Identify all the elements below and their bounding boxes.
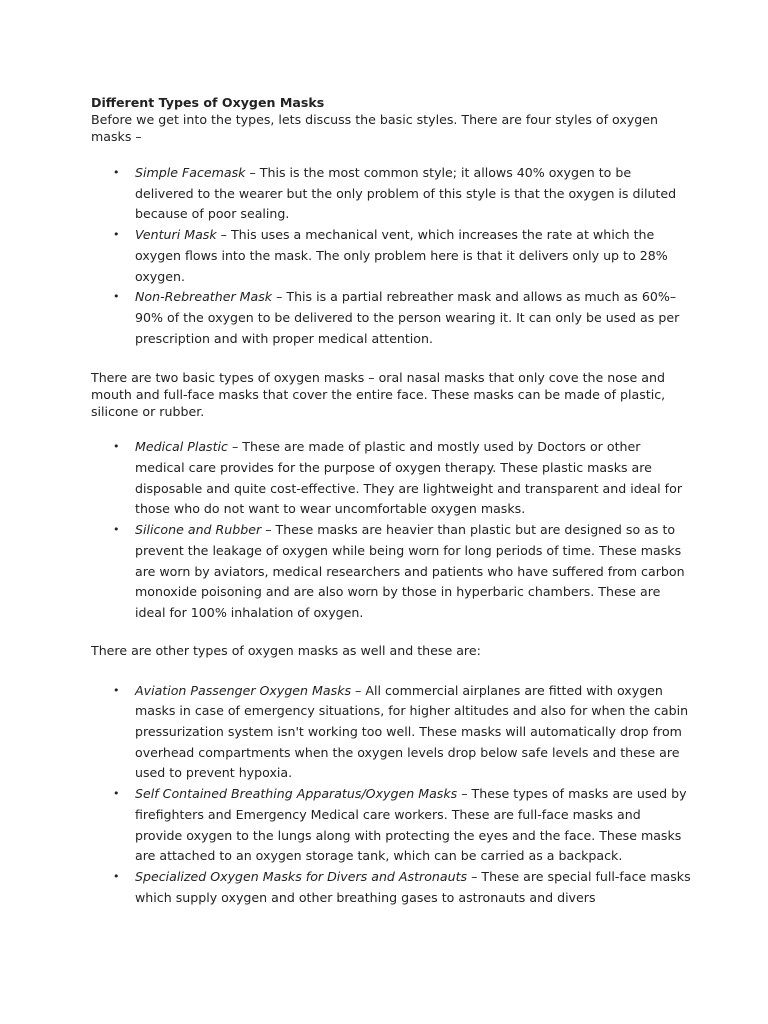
list-item-text: – These types of masks are used by firefighters and Emergency Medical care workers. These are full-face masks and provide oxygen to the lungs along with protecting the eyes and the face. These masks are attached to an oxygen storage tank, which can be carried as a backpack. [135,786,687,864]
bullet-icon: • [113,869,120,883]
list-item [91,784,691,867]
list-item [91,437,691,520]
bullet-icon: • [113,166,120,179]
list-item [91,225,691,287]
list-item-text: – These masks are heavier than plastic but are designed so as to prevent the leakage of oxygen while being worn for long periods of time. These masks are worn by aviators, medical researchers and patients who have suffered from carbon monoxide poisoning and are also worn by those in hyperbaric chambers. These are ideal for 100% inhalation of oxygen. [135,522,685,620]
list-item-text: – These are made of plastic and mostly used by Doctors or other medical care provides for the purpose of oxygen therapy. These plastic masks are disposable and quite cost-effective. They are lightweight and transparent and ideal for those who do not want to wear uncomfortable oxygen masks. [135,439,683,517]
list-item [91,681,691,785]
list-item-term: Medical Plastic [135,439,228,455]
list-item-term: Simple Facemask [135,165,246,180]
list-item-text: – All commercial airplanes are fitted with oxygen masks in case of emergency situations, for higher altitudes and also for when the cabin pressurization system isn't working too well. These masks will automatically drop from overhead compartments when the oxygen levels drop below safe levels and these are used to prevent hypoxia. [135,682,689,781]
other-types-paragraph: There are other types of oxygen masks as well and these are: [91,642,481,658]
list-item-term: Aviation Passenger Oxygen Masks [135,682,352,698]
bullet-icon: • [113,683,120,697]
document-body [91,94,691,908]
list-item-text: – These are special full-face masks which supply oxygen and other breathing gases to astronauts and divers [135,868,691,905]
list-item [91,287,691,349]
list-item-term: Self Contained Breathing Apparatus/Oxygen Masks [135,786,458,802]
intro-paragraph: Before we get into the types, lets discuss the basic styles. There are four styles of oxygen masks – [91,112,658,144]
list-item-text: – This is the most common style; it allows 40% oxygen to be delivered to the wearer but the only problem of this style is that the oxygen is diluted because of poor sealing. [135,165,677,222]
other-types-list [91,681,691,909]
basic-types-paragraph: There are two basic types of oxygen masks – oral nasal masks that only cove the nose and mouth and full-face masks that cover the entire face. These masks can be made of plastic, silicone or rubber. [91,370,666,420]
bullet-icon: • [113,228,120,242]
bullet-icon: • [113,787,120,801]
list-item [91,520,691,624]
materials-list [91,437,691,623]
list-item-term: Non-Rebreather Mask [135,289,273,305]
styles-list [91,163,691,349]
list-item-text: – This is a partial rebreather mask and allows as much as 60%–90% of the oxygen to be delivered to the person wearing it. It can only be used as per prescription and with proper medical attention. [135,289,680,346]
list-item-text: – This uses a mechanical vent, which increases the rate at which the oxygen flows into the mask. The only problem here is that it delivers only up to 28% oxygen. [135,227,668,284]
bullet-icon: • [113,523,120,537]
list-item [91,163,691,225]
list-item-term: Specialized Oxygen Masks for Divers and Astronauts [135,868,468,884]
list-item-term: Venturi Mask [135,227,217,243]
list-item [91,867,691,908]
bullet-icon: • [113,440,120,454]
document-title: Different Types of Oxygen Masks [91,95,325,110]
list-item-term: Silicone and Rubber [135,522,262,538]
bullet-icon: • [113,290,120,304]
